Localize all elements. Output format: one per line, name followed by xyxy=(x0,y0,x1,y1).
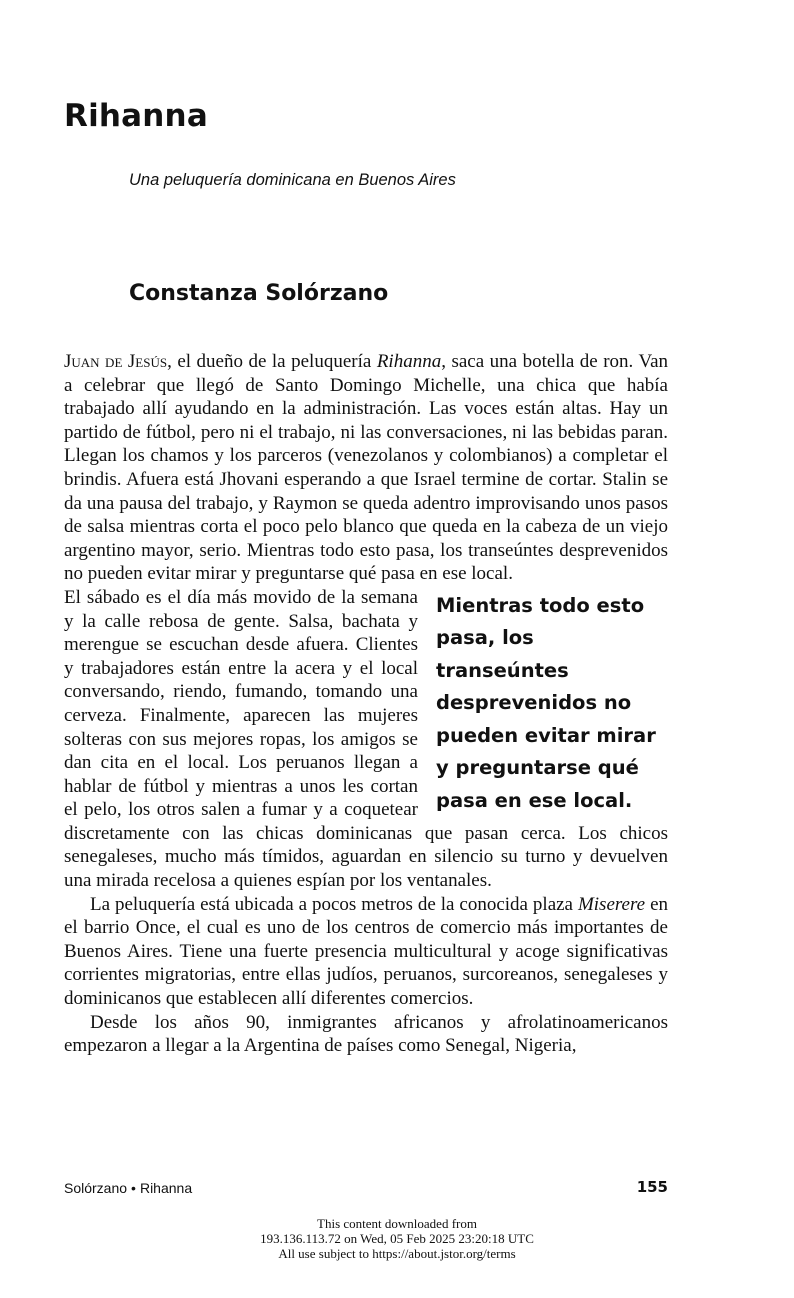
article-author: Constanza Solórzano xyxy=(129,281,389,306)
footer-title: Rihanna xyxy=(139,1180,193,1196)
paragraph-1-text-a: , el dueño de la peluquería xyxy=(167,351,377,372)
paragraph-4 xyxy=(64,1011,668,1058)
paragraph-2-text: El sábado es el día más movido de la semana y la calle rebosa de gente. Salsa, bachata y merengue se escuchan desde afuera. Clientes y trabajadores están entre la acera y el local conversando, riendo, fumando, tomando una cerveza. Finalmente, aparecen las mujeres solteras con sus mejores ropas, los amigos se dan cita en el local. Los peruanos llegan a hablar de fútbol y mientras a unos les cortan el pelo, los otros salen a fumar y a coquetear discretamente con las chicas dominicanas que pasan cerca. Los chicos senegaleses, mucho más tímidos, aguardan en silencio su turno y devuelven una mirada recelosa a quienes espían por los ventanales. xyxy=(64,586,668,892)
paragraph-3 xyxy=(64,893,668,1011)
running-footer xyxy=(64,1180,192,1196)
article-body xyxy=(64,350,668,1058)
page-number: 155 xyxy=(636,1178,668,1196)
paragraph-1-text-b: , saca una botella de ron. Van a celebrar que llegó de Santo Domingo Michelle, una chica que había trabajado allí ayudando en la administración. Las voces están altas. Hay un partido de fútbol, pero ni el trabajo, ni las conversaciones, ni las bebidas paran. Llegan los chamos y los parceros (venezolanos y colombianos) a completar el brindis. Afuera está Jhovani esperando a que Israel termine de cortar. Stalin se da una pausa del trabajo, y Raymon se queda adentro improvisando unos pasos de salsa mientras corta el poco pelo blanco que queda en la cabeza de un viejo argentino mayor, serio. Mientras todo esto pasa, los transeúntes desprevenidos no pueden evitar mirar y preguntarse qué pasa en ese local. xyxy=(64,351,668,585)
pull-quote: Mientras todo esto pasa, los transeúntes desprevenidos no pueden evitar mirar y preguntarse qué pasa en ese local. xyxy=(436,593,656,812)
plaza-name: Miserere xyxy=(577,893,646,915)
paragraph-3-text-b: en el barrio Once, el cual es uno de los centros de comercio más importantes de Buenos Aires. Tiene una fuerte presencia multicultural y acoge significativas corrientes migratorias, entre ellas judíos, peruanos, surcoreanos, senegaleses y dominicanos que establecen allí diferentes comercios. xyxy=(64,893,668,1010)
paragraph-1 xyxy=(64,350,668,586)
footer-author: Solórzano xyxy=(64,1180,128,1196)
article-title: Rihanna xyxy=(64,98,208,134)
footer-separator: • xyxy=(131,1180,136,1196)
jstor-notice xyxy=(0,1216,794,1261)
jstor-line-1: This content downloaded from xyxy=(317,1216,477,1231)
jstor-line-3: All use subject to https://about.jstor.org/terms xyxy=(278,1246,516,1261)
paragraph-4-text: Desde los años 90, inmigrantes africanos y afrolatinoamericanos empezaron a llegar a la Argentina de países como Senegal, Nigeria, xyxy=(64,1011,668,1057)
paragraph-3-text-a: La peluquería está ubicada a pocos metros de la conocida plaza xyxy=(90,893,578,915)
salon-name: Rihanna xyxy=(376,351,442,372)
article-subtitle: Una peluquería dominicana en Buenos Aires xyxy=(129,171,456,189)
lead-in-name: Juan de Jesús xyxy=(64,351,168,372)
jstor-line-2: 193.136.113.72 on Wed, 05 Feb 2025 23:20:18 UTC xyxy=(260,1231,534,1246)
